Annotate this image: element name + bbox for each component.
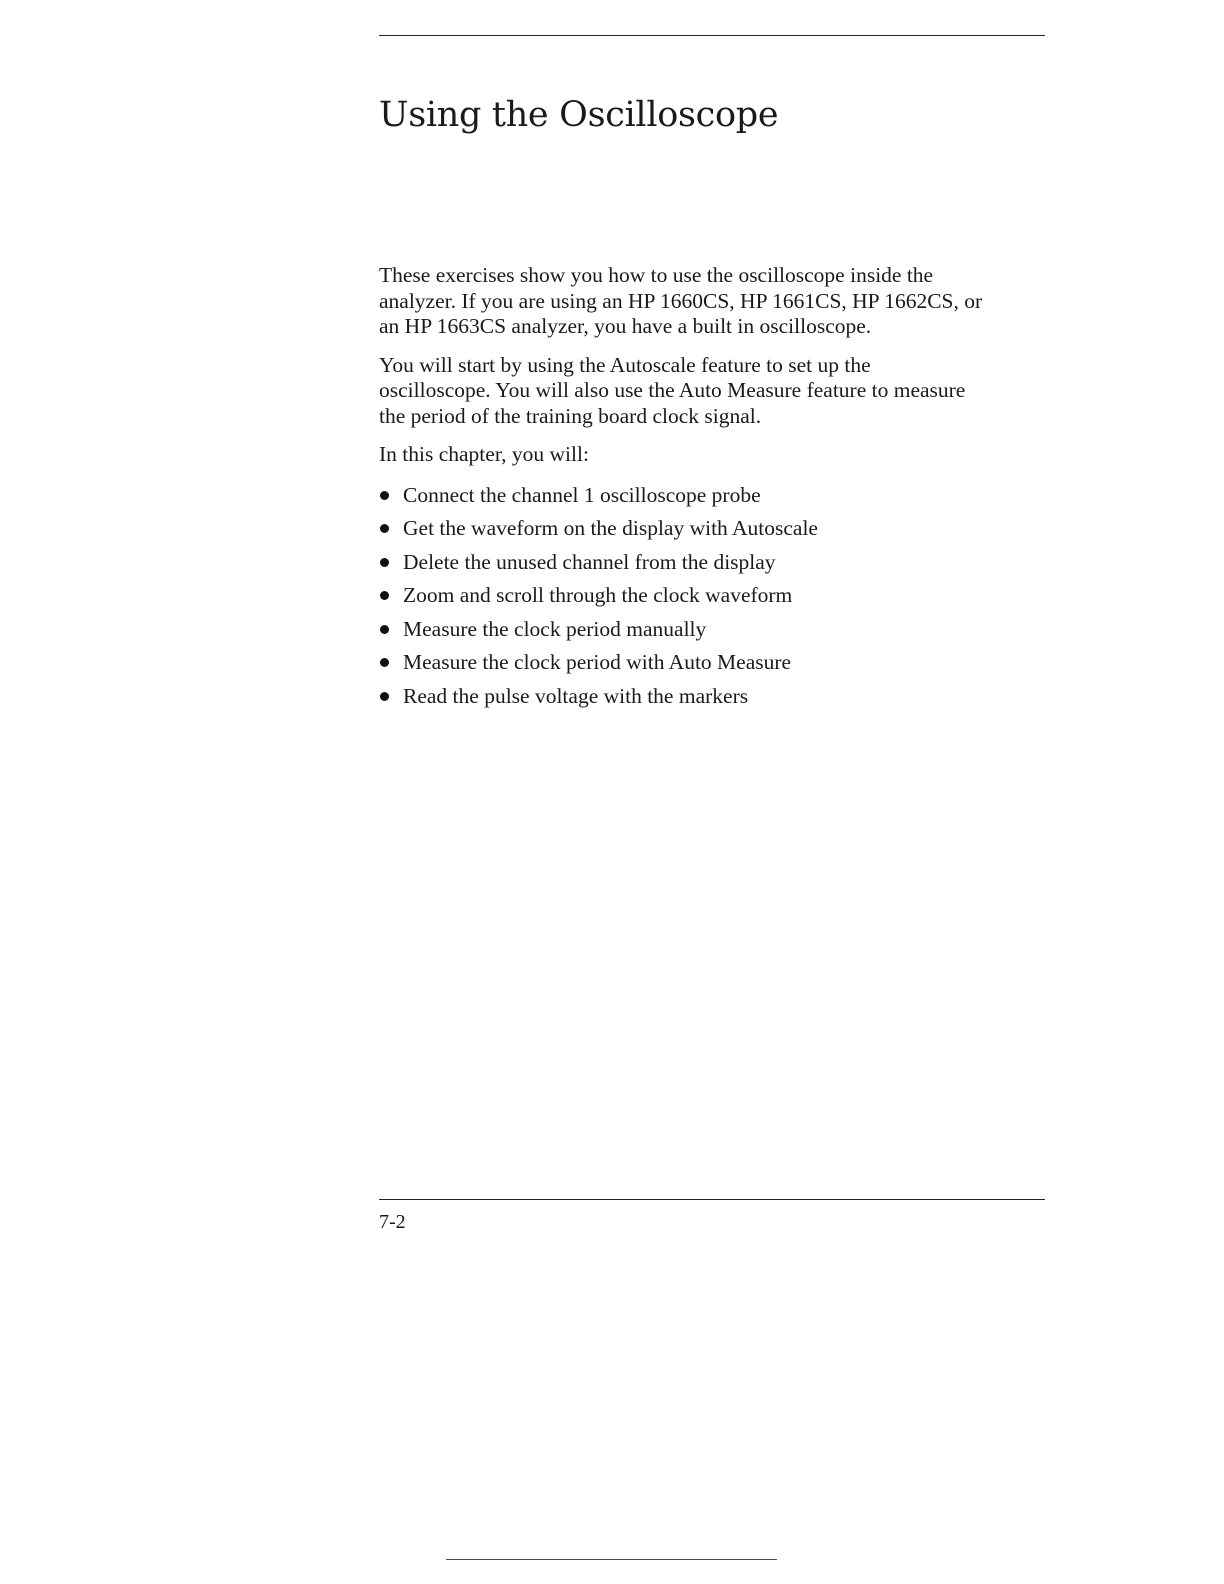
footer-link-underline[interactable] — [446, 1559, 777, 1560]
list-item — [379, 550, 1045, 584]
list-item-text: Read the pulse voltage with the markers — [403, 684, 749, 709]
list-item — [379, 650, 1045, 684]
list-item — [379, 483, 1045, 517]
list-lead-in: In this chapter, you will: — [379, 442, 589, 466]
bullet-icon — [380, 658, 389, 667]
chapter-task-list — [379, 483, 1045, 718]
list-item — [379, 684, 1045, 718]
bullet-icon — [380, 625, 389, 634]
bullet-icon — [380, 491, 389, 500]
header-rule — [379, 35, 1045, 36]
list-item — [379, 617, 1045, 651]
list-item — [379, 583, 1045, 617]
list-item-text: Measure the clock period with Auto Measure — [403, 650, 792, 675]
list-item-text: Delete the unused channel from the display — [403, 549, 776, 574]
intro-paragraph: These exercises show you how to use the oscilloscope inside the analyzer. If you are using an HP 1660CS, HP 1661CS, HP 1662CS, or an HP 1663CS analyzer, you have a built in oscilloscope. — [379, 263, 983, 338]
footer-rule — [379, 1199, 1045, 1200]
bullet-icon — [380, 591, 389, 600]
intro-paragraph: You will start by using the Autoscale feature to set up the oscilloscope. You will also use the Auto Measure feature to measure the period of the training board clock signal. — [379, 352, 966, 428]
list-item-text: Get the waveform on the display with Autoscale — [403, 516, 818, 541]
page-number: 7-2 — [379, 1211, 406, 1233]
bullet-icon — [380, 692, 389, 701]
page-title: Using the Oscilloscope — [379, 95, 779, 135]
bullet-icon — [380, 524, 389, 533]
list-item — [379, 516, 1045, 550]
list-item-text: Connect the channel 1 oscilloscope probe — [403, 482, 761, 507]
chapter-intro — [379, 263, 1045, 718]
list-item-text: Zoom and scroll through the clock waveform — [403, 583, 793, 608]
list-item-text: Measure the clock period manually — [403, 616, 707, 641]
bullet-icon — [380, 558, 389, 567]
